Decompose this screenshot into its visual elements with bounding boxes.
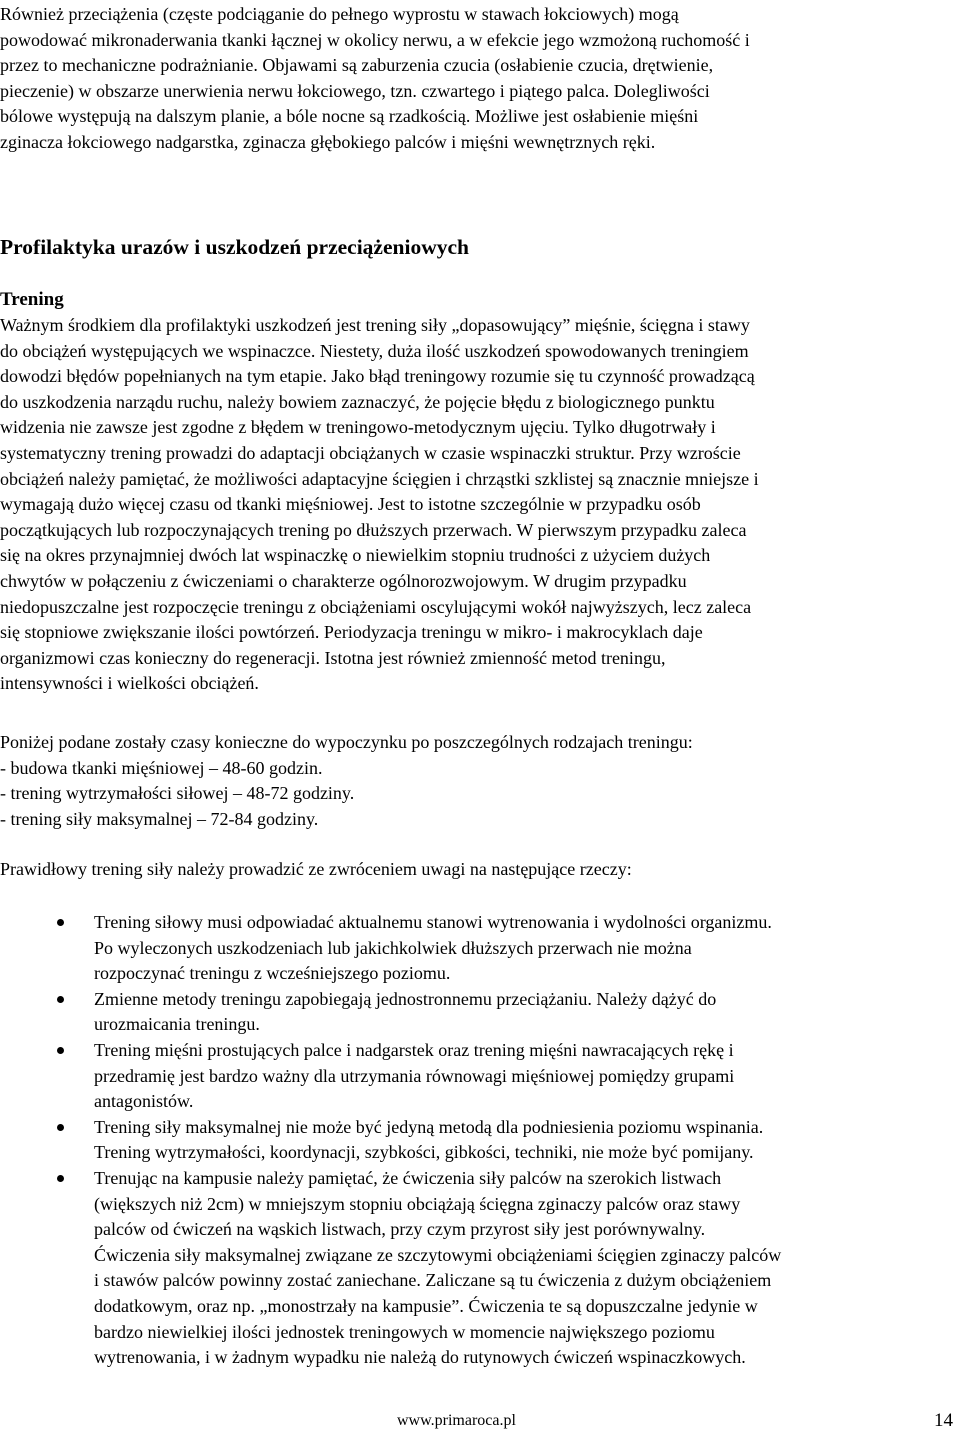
text-line: rozpoczynać treningu z wcześniejszego poziomu. [94,963,451,984]
rest-times-paragraph [0,730,948,832]
section-heading: Profilaktyka urazów i uszkodzeń przeciążeniowych [0,235,469,259]
text-line: niedopuszczalne jest rozpoczęcie treningu z obciążeniami oscylującymi wokół najwyższych, lecz zaleca [0,596,752,617]
rest-time-item: - budowa tkanki mięśniowej – 48-60 godzin. [0,757,323,778]
text-line: obciążeń należy pamiętać, że możliwości adaptacyjne ścięgien i chrząstki szklistej są znacznie mniejsze i [0,468,759,489]
text-line: dowodzi błędów popełnianych na tym etapie. Jako błąd treningowy rozumie się tu czynność prowadzącą [0,366,755,387]
subsection-heading: Trening [0,289,64,310]
text-line: do obciążeń występujących we wspinaczce. Niestety, duża ilość uszkodzeń spowodowanych treningiem [0,340,749,361]
text-line: (większych niż 2cm) w mniejszym stopniu obciążają ścięgna zginaczy palców oraz stawy [94,1193,741,1214]
text-line: Zmienne metody treningu zapobiegają jednostronnemu przeciążaniu. Należy dążyć do [94,988,717,1009]
text-line: Ćwiczenia siły maksymalnej związane ze szczytowymi obciążeniami ścięgien zginaczy palców [94,1244,782,1265]
text-line: organizmowi czas konieczny do regeneracji. Istotna jest również zmienność metod treningu, [0,647,666,668]
text-line: dodatkowym, oraz np. „monostrzały na kampusie”. Ćwiczenia te są dopuszczalne jedynie w [94,1295,758,1316]
text-line: widzenia nie zawsze jest zgodne z błędem w treningowo-metodycznym ujęciu. Tylko długotrwały i [0,417,716,438]
text-line: się na okres przynajmniej dwóch lat wspinaczkę o niewielkim stopniu trudności z użyciem dużych [0,545,711,566]
text-line: chwytów w połączeniu z ćwiczeniami o charakterze ogólnorozwojowym. W drugim przypadku [0,570,687,591]
text-line: do uszkodzenia narządu ruchu, należy bowiem zaznaczyć, że pojęcie błędu z biologicznego punktu [0,391,715,412]
rest-time-item: - trening siły maksymalnej – 72-84 godziny. [0,808,319,829]
list-item [0,910,960,987]
text-line: Trening mięśni prostujących palce i nadgarstek oraz trening mięśni nawracających rękę i [94,1039,734,1060]
bullet-icon [57,919,64,926]
text-line: przez to mechaniczne podrażnianie. Objawami są zaburzenia czucia (osłabienie czucia, drętwienie, [0,55,714,76]
training-paragraph [0,313,948,697]
text-line: wytrenowania, i w żadnym wypadku nie należą do rutynowych ćwiczeń wspinaczkowych. [94,1347,746,1368]
text-line: bólowe występują na dalszym planie, a bóle nocne są rzadkością. Możliwe jest osłabienie mięśni [0,106,699,127]
strength-intro-paragraph [0,857,948,883]
text-line: Również przeciążenia (częste podciąganie do pełnego wyprostu w stawach łokciowych) mogą [0,4,679,24]
text-line: Po wyleczonych uszkodzeniach lub jakichkolwiek dłuższych przerwach nie można [94,937,692,958]
text-line: zginacza łokciowego nadgarstka, zginacza głębokiego palców i mięśni wewnętrznych ręki. [0,131,656,152]
text-line: początkujących lub rozpoczynających trening po dłuższych przerwach. W pierwszym przypadku zaleca [0,519,747,540]
text-line: się stopniowe zwiększanie ilości powtórzeń. Periodyzacja treningu w mikro- i makrocyklach daje [0,622,703,643]
bullet-icon [57,996,64,1003]
text-line: bardzo niewielkiej ilości jednostek treningowych w momencie największego poziomu [94,1321,715,1342]
text-line: palców od ćwiczeń na wąskich listwach, przy czym przyrost siły jest porównywalny. [94,1219,706,1240]
text-line: antagonistów. [94,1091,194,1112]
rest-time-item: - trening wytrzymałości siłowej – 48-72 godziny. [0,783,355,804]
footer-url: www.primaroca.pl [397,1412,516,1429]
text-line: przedramię jest bardzo ważny dla utrzymania równowagi mięśniowej pomiędzy grupami [94,1065,735,1086]
text-line: Ważnym środkiem dla profilaktyki uszkodzeń jest trening siły „dopasowujący” mięśnie, ścięgna i stawy [0,315,750,335]
text-line: wymagają dużo więcej czasu od tkanki mięśniowej. Jest to istotne szczególnie w przypadku osób [0,494,701,515]
text-line: Poniżej podane zostały czasy konieczne do wypoczynku po poszczególnych rodzajach treningu: [0,732,693,752]
list-item [0,987,960,1038]
guidelines-list [0,910,960,1371]
text-line: Trening siły maksymalnej nie może być jedyną metodą dla podniesienia poziomu wspinania. [94,1116,764,1137]
page-number: 14 [934,1410,953,1431]
text-line: Trening wytrzymałości, koordynacji, szybkości, gibkości, techniki, nie może być pomijany. [94,1142,754,1163]
bullet-icon [57,1124,64,1131]
list-item [0,1038,960,1115]
intro-paragraph [0,2,948,156]
list-item [0,1166,960,1371]
bullet-icon [57,1047,64,1054]
bullet-icon [57,1175,64,1182]
list-item [0,1115,960,1166]
text-line: i stawów palców powinny zostać zaniechane. Zaliczane są tu ćwiczenia z dużym obciążeniem [94,1270,772,1291]
text-line: Trening siłowy musi odpowiadać aktualnemu stanowi wytrenowania i wydolności organizmu. [94,912,772,932]
text-line: systematyczny trening prowadzi do adaptacji obciążanych w czasie wspinaczki struktur. Przy wzroście [0,442,741,463]
text-line: intensywności i wielkości obciążeń. [0,673,259,694]
text-line: Trenując na kampusie należy pamiętać, że ćwiczenia siły palców na szerokich listwach [94,1167,722,1188]
text-line: powodować mikronaderwania tkanki łącznej w okolicy nerwu, a w efekcie jego wzmożoną ruchomość i [0,29,750,50]
text-line: pieczenie) w obszarze unerwienia nerwu łokciowego, tzn. czwartego i piątego palca. Dolegliwości [0,80,710,101]
text-line: Prawidłowy trening siły należy prowadzić ze zwróceniem uwagi na następujące rzeczy: [0,859,632,879]
text-line: urozmaicania treningu. [94,1014,260,1035]
